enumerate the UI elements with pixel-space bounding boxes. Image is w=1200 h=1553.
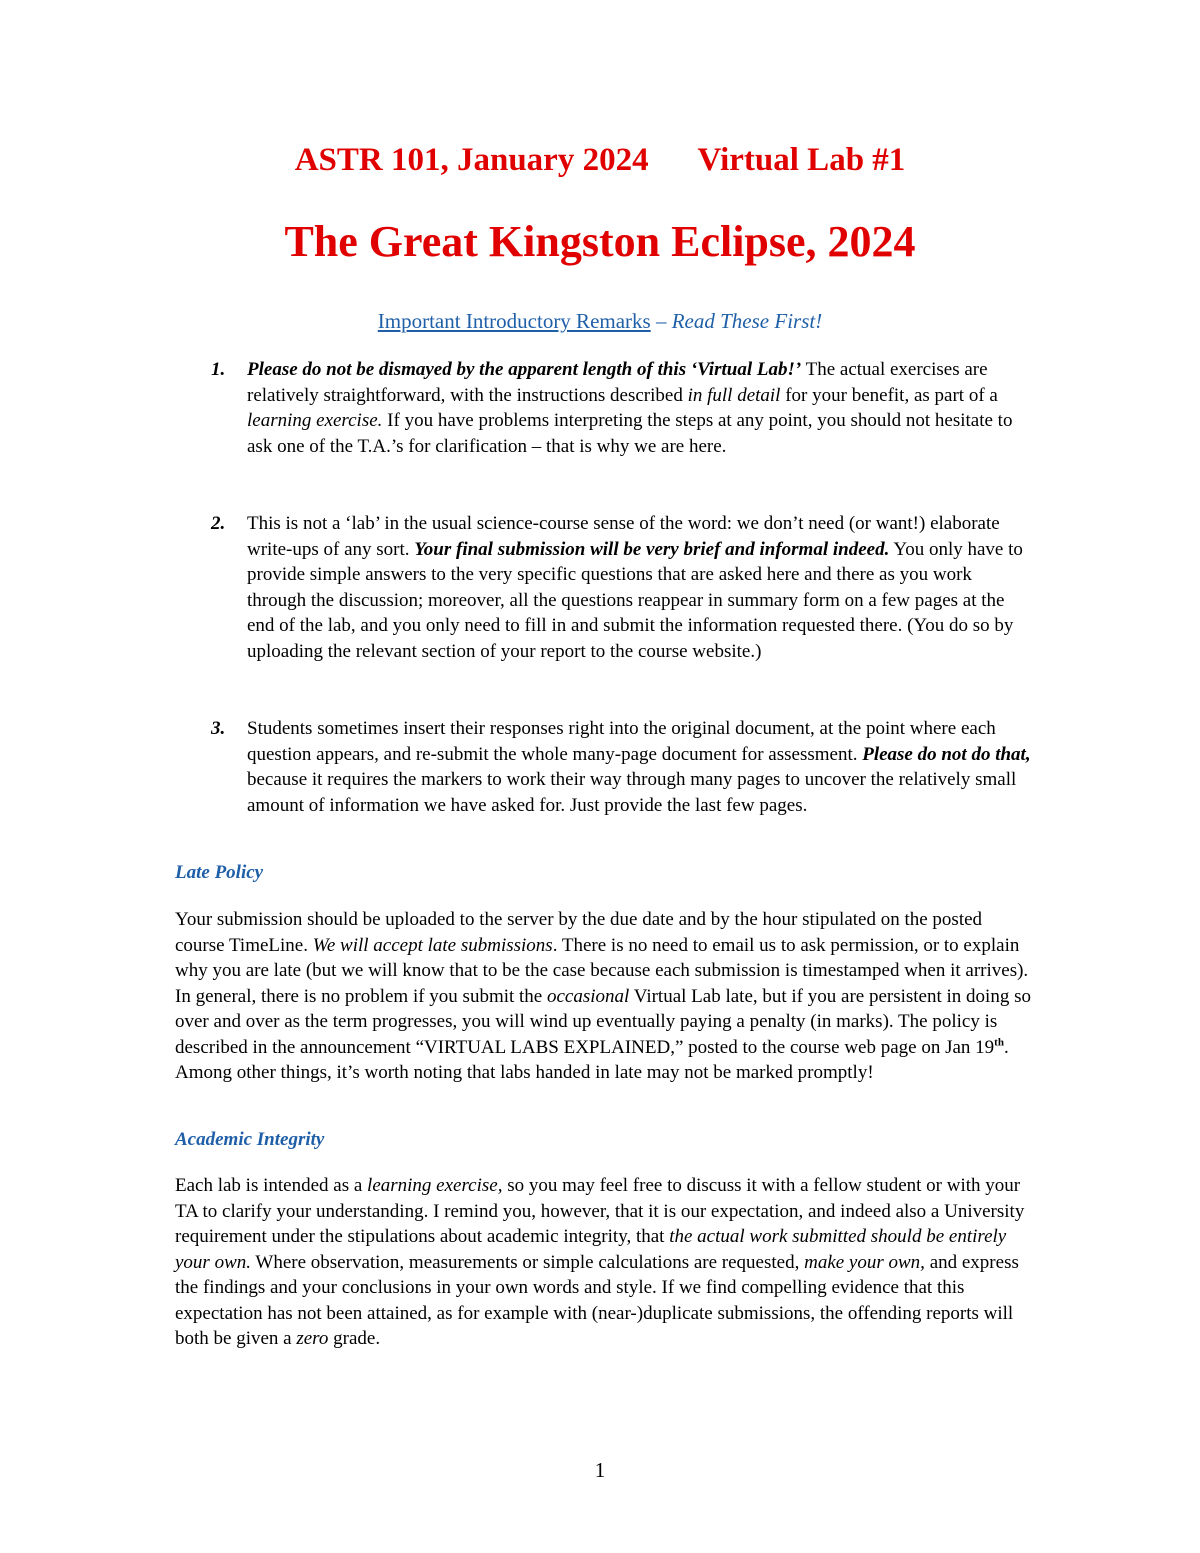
list-item-1: [211, 357, 1031, 459]
body-text: for your benefit, as part of a: [780, 384, 998, 406]
intro-heading: [0, 309, 1200, 334]
body-text: If you have problems interpreting the steps at any point, you should not hesitate to ask one of the T.A.’s for clarification – that is why we are here.: [247, 410, 1013, 457]
body-text: so you may feel free to discuss it with a fellow student or with your TA to clarify your understanding. I remind you, however, that it is our expectation, and indeed also a University requirement under the stipulations about academic integrity, that: [175, 1175, 1025, 1247]
list-number: 2.: [211, 513, 226, 534]
body-text: Students sometimes insert their responses right into the original document, at the point where each question appears, and re-submit the whole many-page document for assessment.: [247, 718, 996, 765]
body-text: Virtual Lab late, but if you are persistent in doing so over and over as the term progresses, you will wind up eventually paying a penalty (in marks). The policy is described in the announcement “VIRTUAL LABS EXPLAINED,” posted to the course web page on Jan 19: [175, 985, 1031, 1058]
body-text: and express the findings and your conclusions in your own words and style. If we find compelling evidence that this expectation has not been attained, as for example with (near-)duplicate submissions, the offending reports will both be given a: [175, 1251, 1019, 1349]
body-text: . Among other things, it’s worth noting that labs handed in late may not be marked promptly!: [175, 1036, 1009, 1083]
course-header: [0, 142, 1200, 179]
list-number: 1.: [211, 359, 226, 380]
academic-integrity-paragraph: [175, 1173, 1035, 1352]
superscript: th: [994, 1036, 1004, 1049]
list-item-text: [247, 511, 1031, 664]
lab-label: Virtual Lab #1: [697, 142, 906, 178]
page-title: The Great Kingston Eclipse, 2024: [284, 217, 916, 266]
intro-heading-link[interactable]: Important Introductory Remarks: [377, 309, 651, 333]
body-text: because it requires the markers to work their way through many pages to uncover the relatively small amount of information we have asked for. Just provide the last few pages.: [247, 769, 1017, 816]
italic-text: occasional: [547, 985, 630, 1007]
academic-integrity-heading: Academic Integrity: [175, 1129, 325, 1150]
italic-text: zero: [296, 1328, 329, 1349]
body-text: You only have to provide simple answers to the very specific questions that are asked here and there as you work through the discussion; moreover, all the questions reappear in summary form on a few pages at the end of the lab, and you only need to fill in and submit the information requested there. (You do so by uploading the relevant section of your report to the course website.): [247, 538, 1023, 662]
body-text: This is not a ‘lab’ in the usual science-course sense of the word: we don’t need (or want!) elaborate write-ups of any sort.: [247, 513, 1000, 560]
intro-heading-separator: –: [650, 309, 672, 333]
italic-text: make your own,: [804, 1251, 925, 1273]
list-number: 3.: [211, 718, 226, 739]
late-policy-heading: Late Policy: [175, 862, 264, 883]
italic-text: learning exercise,: [367, 1175, 503, 1196]
list-item-3: [211, 716, 1031, 818]
bold-italic-text: Please do not be dismayed by the apparent length of this ‘Virtual Lab!’: [247, 359, 802, 380]
late-policy-paragraph: [175, 907, 1035, 1086]
body-text: Your submission should be uploaded to the server by the due date and by the hour stipulated on the posted course TimeLine.: [175, 909, 983, 956]
list-item-text: [247, 716, 1031, 818]
italic-text: the actual work submitted should be entirely your own.: [175, 1226, 1007, 1273]
list-item-2: [211, 511, 1031, 664]
body-text: The actual exercises are relatively straightforward, with the instructions described: [247, 359, 988, 406]
italic-text: learning exercise.: [247, 410, 383, 431]
bold-italic-text: Please do not do that,: [862, 743, 1031, 765]
body-text: Where observation, measurements or simple calculations are requested,: [251, 1251, 805, 1273]
intro-heading-emphasis: Read These First!: [671, 309, 823, 333]
italic-text: in full detail: [687, 384, 781, 406]
list-item-text: [247, 357, 1031, 459]
bold-italic-text: Your final submission will be very brief and informal indeed.: [414, 538, 890, 560]
body-text: grade.: [328, 1328, 381, 1349]
body-text: . There is no need to email us to ask permission, or to explain why you are late (but we will know that to be the case because each submission is timestamped when it arrives). In general, there is no problem if you submit the: [175, 934, 1029, 1007]
course-label: ASTR 101, January 2024: [294, 142, 649, 178]
body-text: Each lab is intended as a: [175, 1175, 368, 1196]
page-number: 1: [594, 1458, 606, 1482]
italic-text: We will accept late submissions: [312, 934, 553, 956]
